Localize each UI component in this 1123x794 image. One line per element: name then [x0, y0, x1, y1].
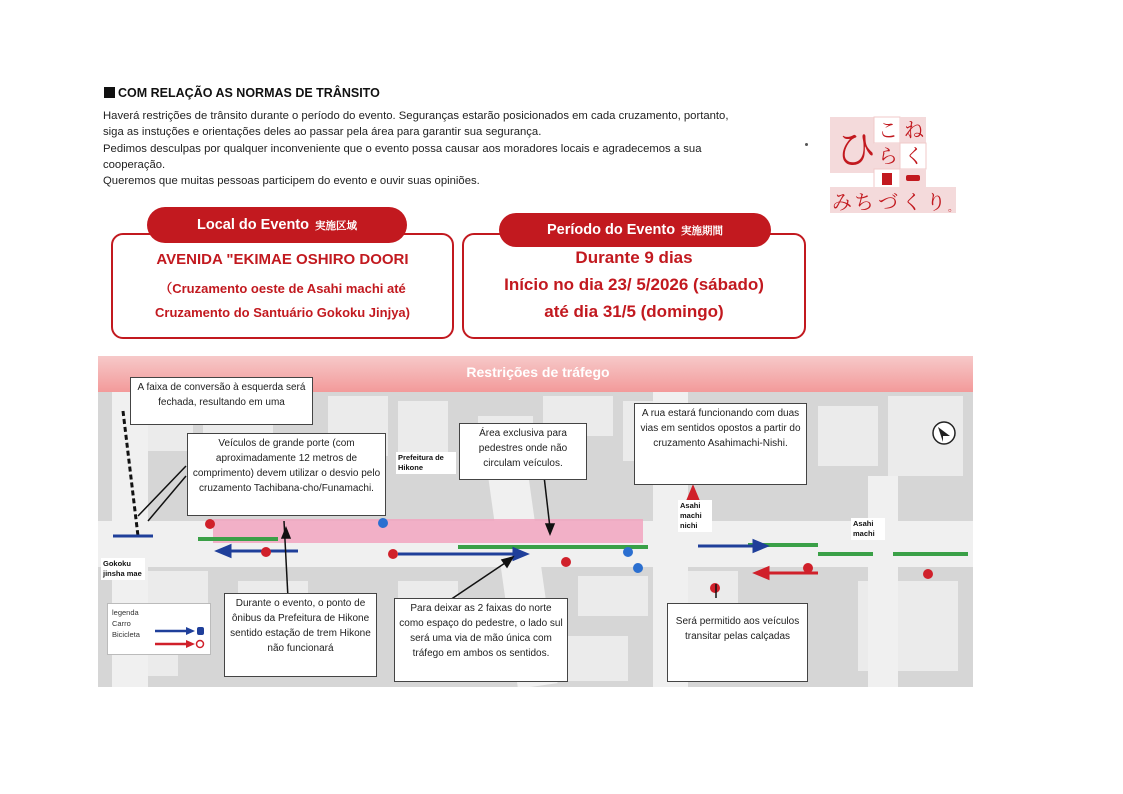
venue-label-text: Local do Evento	[197, 217, 309, 233]
square-bullet-icon	[104, 87, 115, 98]
logo-char: み	[832, 190, 852, 214]
intro-line: Haverá restrições de trânsito durante o período do evento. Seguranças estarão posicionados em cada cruzamento, portanto,	[103, 110, 729, 122]
venue-line2: （Cruzamento oeste de Asahi machi até	[159, 281, 406, 296]
period-line2: Início no dia 23/ 5/2026 (sábado)	[504, 275, 764, 294]
legend-bike: Bicicleta	[112, 630, 140, 639]
logo-char: づ	[878, 190, 898, 214]
venue-line3: Cruzamento do Santuário Gokoku Jinjya)	[155, 305, 410, 320]
venue-label	[147, 207, 407, 243]
map-title: Restrições de tráfego	[466, 364, 610, 380]
intro-line: Pedimos desculpas por qualquer inconveniente que o evento possa causar aos moradores locais e agradecemos a sua	[103, 142, 702, 155]
note-two-way-traffic: A rua estará funcionando com duas vias em sentidos opostos a partir do cruzamento Asahimachi-Nishi.	[634, 403, 807, 485]
label-asahi-machi: Asahi machi	[851, 518, 885, 540]
label-gokoku-jinsha-mae: Gokoku jinsha mae	[101, 558, 145, 580]
period-line3: até dia 31/5 (domingo)	[544, 302, 724, 321]
period-label-text: Período do Evento	[546, 222, 676, 238]
note-left-turn-lane: A faixa de conversão à esquerda será fechada, resultando em uma	[130, 377, 313, 425]
period-label	[499, 213, 771, 247]
note-sidewalk: Será permitido aos veículos transitar pelas calçadas	[667, 603, 808, 682]
logo-char: く	[902, 190, 922, 214]
hiraku-machizukuri-logo	[826, 113, 960, 216]
note-south-lane: Para deixar as 2 faixas do norte como espaço do pedestre, o lado sul será uma via de mão única com tráfego em ambos os sentidos.	[394, 598, 568, 682]
venue-label-jp: 実施区域	[315, 220, 357, 232]
section-heading	[104, 86, 380, 100]
period-line1: Durante 9 dias	[575, 248, 693, 267]
intro-line: siga as instuções e orientações deles ao passar pela área para garantir sua segurança.	[103, 126, 542, 139]
period-label-jp: 実施期間	[681, 225, 724, 237]
legend-title: legenda	[112, 608, 139, 617]
intro-text	[103, 108, 793, 189]
label-prefeitura: Prefeitura de Hikone	[396, 452, 456, 474]
note-pedestrian-only: Área exclusiva para pedestres onde não circulam veículos.	[459, 423, 587, 480]
logo-char: ち	[854, 190, 874, 214]
logo-char: ひ	[836, 127, 876, 173]
label-asahi-machi-nishi: Asahi machi nichi	[678, 500, 712, 532]
logo-char: こ	[878, 118, 898, 142]
venue-line1: AVENIDA "EKIMAE OSHIRO DOORI	[156, 251, 409, 268]
note-bus-stop: Durante o evento, o ponto de ônibus da Prefeitura de Hikone sentido estação de trem Hikone não funcionará	[224, 593, 377, 677]
logo-char: ら	[878, 144, 898, 168]
logo-char: く	[904, 144, 924, 168]
intro-line: Queremos que muitas pessoas participem do evento e ouvir suas opiniões.	[103, 175, 480, 188]
intro-line: cooperação.	[103, 158, 166, 171]
logo-char: ね	[904, 118, 924, 142]
logo-char: り	[926, 190, 946, 214]
note-large-vehicles: Veículos de grande porte (com aproximadamente 12 metros de comprimento) devem utilizar o desvio pelo cruzamento Tachibana-cho/Funamachi.	[187, 433, 386, 516]
section-heading-text: COM RELAÇÃO AS NORMAS DE TRÂNSITO	[118, 86, 380, 100]
stray-dot	[805, 143, 808, 146]
legend-bike-arrow-icon	[153, 636, 205, 654]
legend-car: Carro	[112, 619, 131, 628]
logo-char: 。	[948, 203, 958, 214]
